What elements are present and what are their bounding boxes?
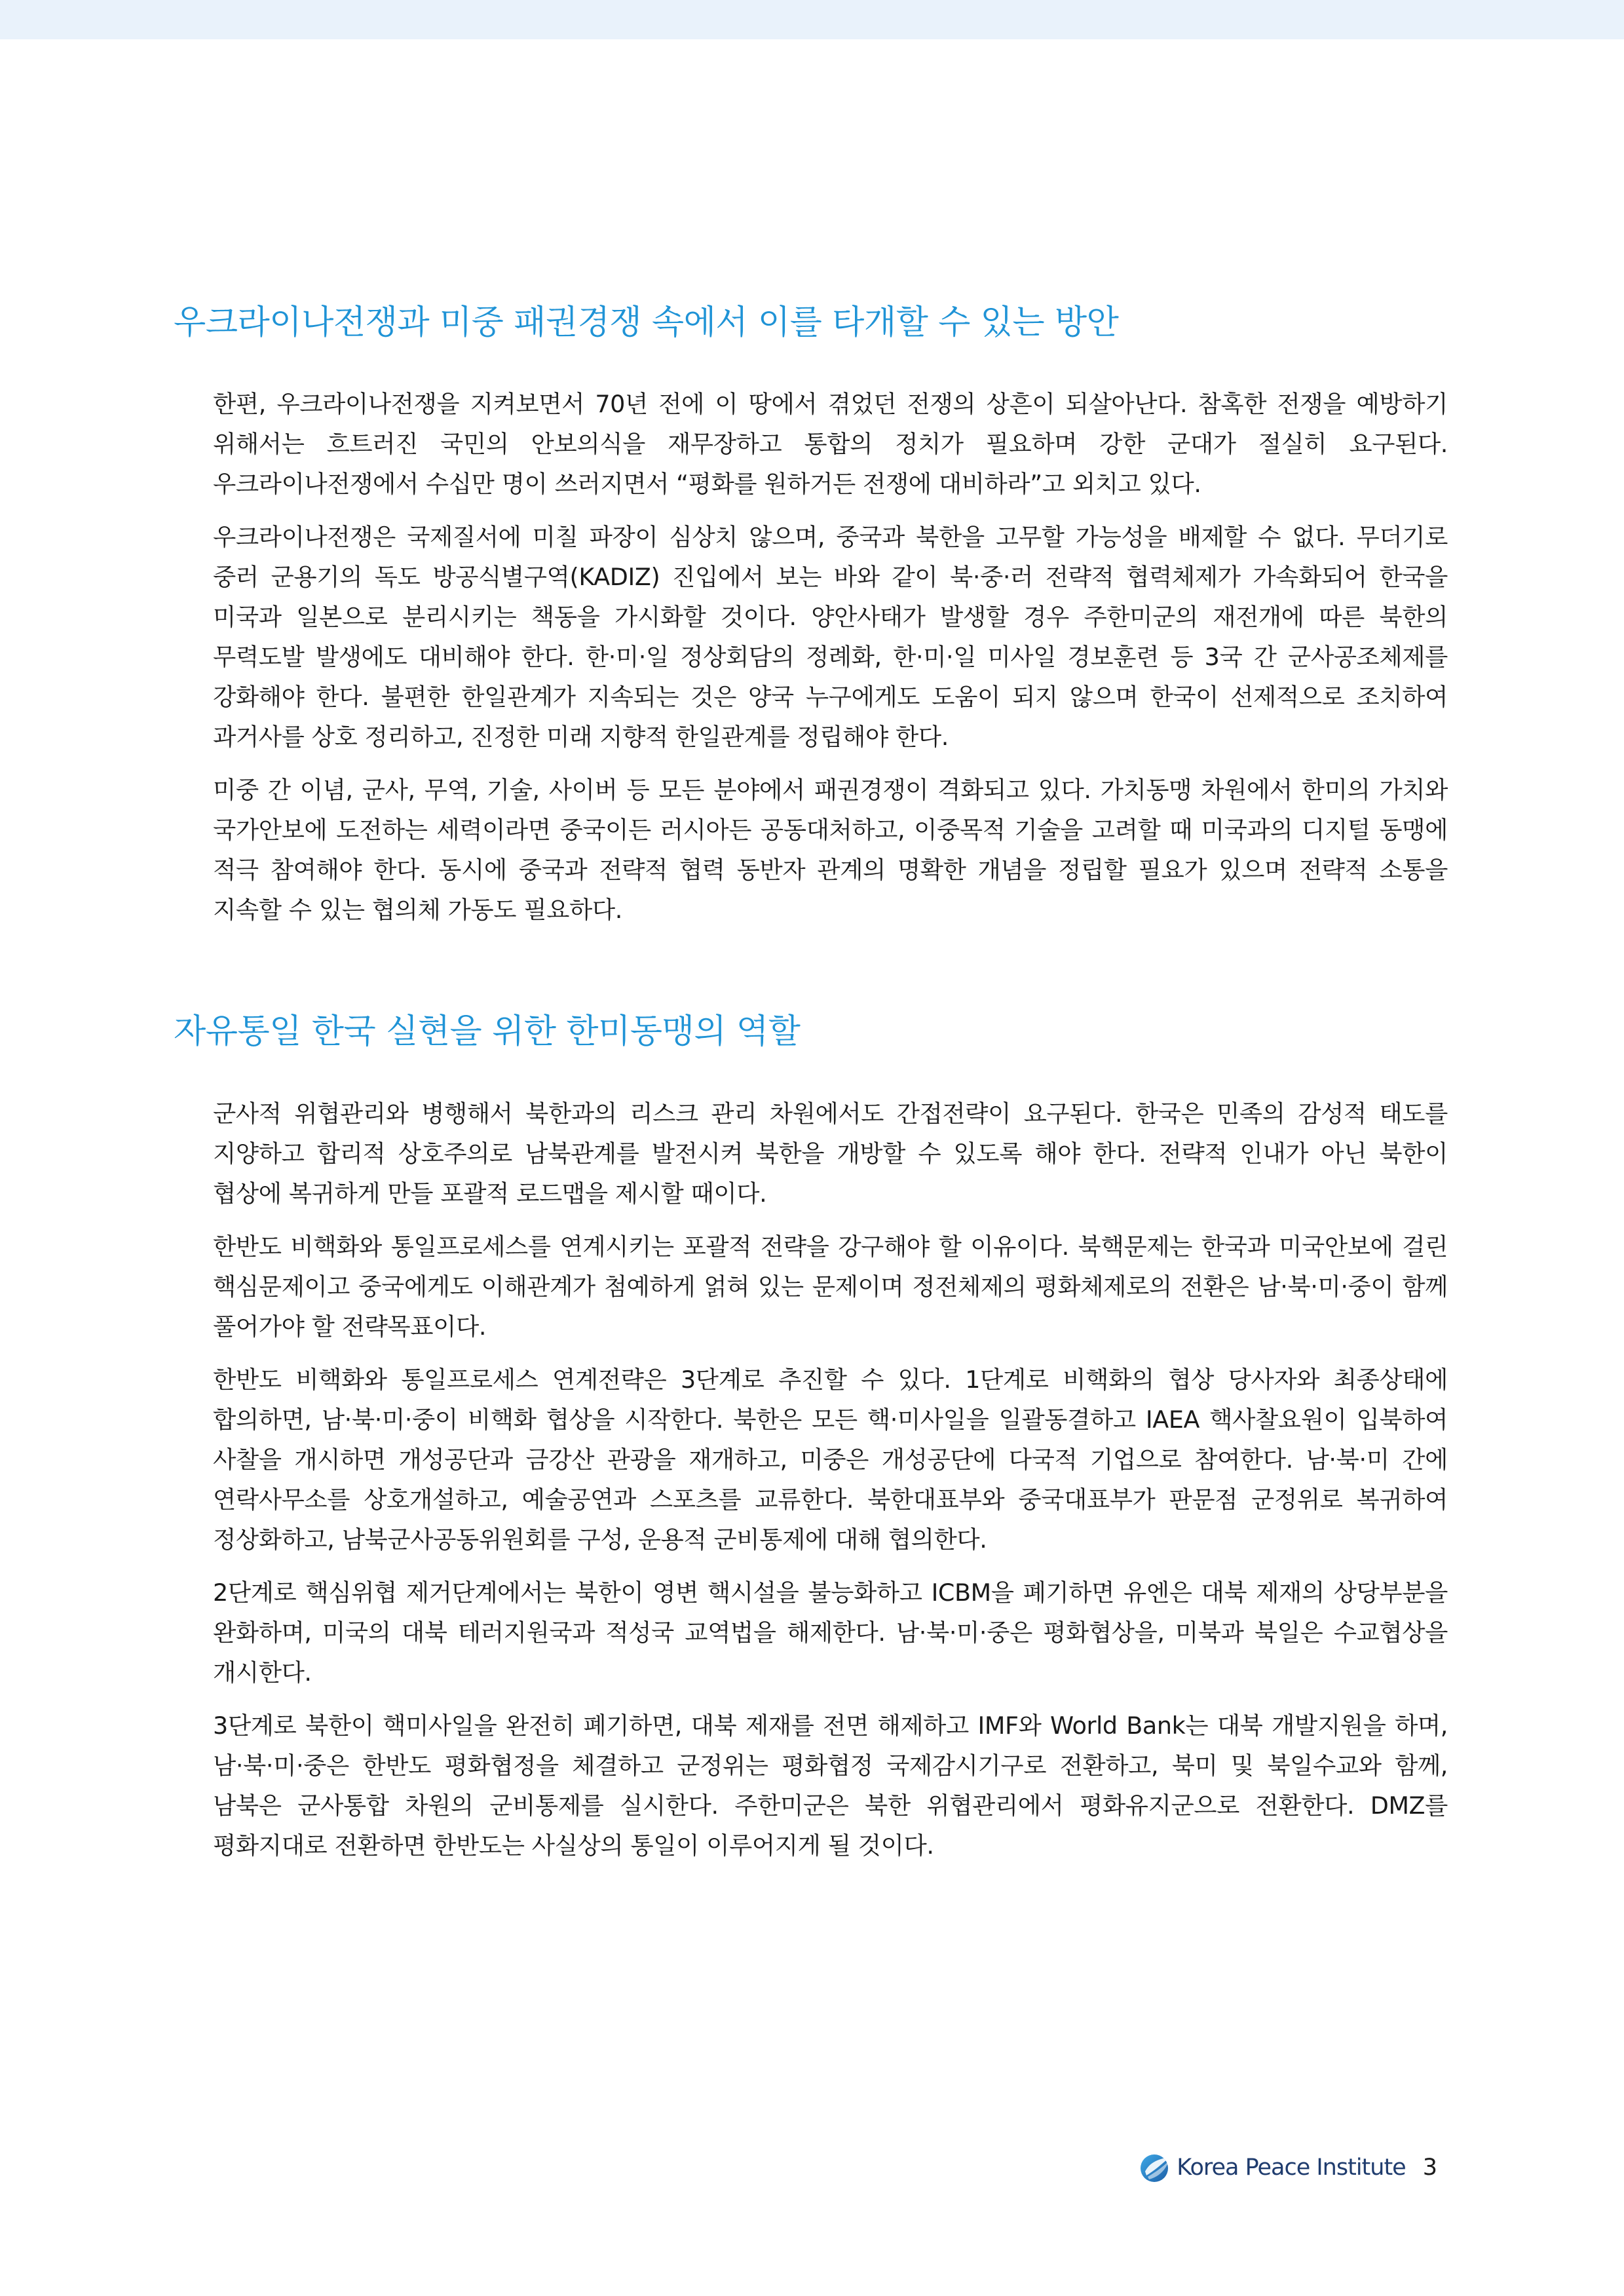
top-color-band [0, 0, 1624, 39]
paragraph: 한반도 비핵화와 통일프로세스 연계전략은 3단계로 추진할 수 있다. 1단계로 비핵화의 협상 당사자와 최종상태에 합의하면, 남·북·미·중이 비핵화 협상을 시작한다. 북한은 모든 핵·미사일을 일괄동결하고 IAEA 핵사찰요원이 입북하여 사찰을 개시하면 개성공단과 금강산 관광을 재개하고, 미중은 개성공단에 다국적 기업으로 참여한다. 남·북·미 간에 연락사무소를 상호개설하고, 예술공연과 스포츠를 교류한다. 북한대표부와 중국대표부가 판문점 군정위로 복귀하여 정상화하고, 남북군사공동위원회를 구성, 운용적 군비통제에 대해 협의한다. [213, 1365, 1448, 1554]
document-content [174, 301, 1448, 1879]
brand-name: Korea Peace Institute [1177, 2154, 1406, 2181]
paragraph: 한편, 우크라이나전쟁을 지켜보면서 70년 전에 이 땅에서 겪었던 전쟁의 상흔이 되살아난다. 참혹한 전쟁을 예방하기 위해서는 흐트러진 국민의 안보의식을 재무장하고 통합의 정치가 필요하며 강한 군대가 절실히 요구된다. 우크라이나전쟁에서 수십만 명이 쓰러지면서 “평화를 원하거든 전쟁에 대비하라”고 외치고 있다. [213, 390, 1448, 499]
section-body [174, 384, 1448, 930]
paragraph: 한반도 비핵화와 통일프로세스를 연계시키는 포괄적 전략을 강구해야 할 이유이다. 북핵문제는 한국과 미국안보에 걸린 핵심문제이고 중국에게도 이해관계가 첨예하게 얽혀 있는 문제이며 정전체제의 평화체제로의 전환은 남·북·미·중이 함께 풀어가야 할 전략목표이다. [213, 1232, 1448, 1341]
section-body [174, 1094, 1448, 1866]
page-footer [1139, 2151, 1437, 2184]
section-1 [174, 301, 1448, 930]
section-heading: 자유통일 한국 실현을 위한 한미동맹의 역할 [174, 1012, 801, 1052]
paragraph: 3단계로 북한이 핵미사일을 완전히 폐기하면, 대북 제재를 전면 해제하고 IMF와 World Bank는 대북 개발지원을 하며, 남·북·미·중은 한반도 평화협정을 체결하고 군정위는 평화협정 국제감시기구로 전환하고, 북미 및 북일수교와 함께, 남북은 군사통합 차원의 군비통제를 실시한다. 주한미군은 북한 위협관리에서 평화유지군으로 전환한다. DMZ를 평화지대로 전환하면 한반도는 사실상의 통일이 이루어지게 될 것이다. [213, 1711, 1448, 1860]
paragraph: 미중 간 이념, 군사, 무역, 기술, 사이버 등 모든 분야에서 패권경쟁이 격화되고 있다. 가치동맹 차원에서 한미의 가치와 국가안보에 도전하는 세력이라면 중국이든 러시아든 공동대처하고, 이중목적 기술을 고려할 때 미국과의 디지털 동맹에 적극 참여해야 한다. 동시에 중국과 전략적 협력 동반자 관계의 명확한 개념을 정립할 필요가 있으며 전략적 소통을 지속할 수 있는 협의체 가동도 필요하다. [213, 776, 1448, 925]
globe-logo-icon [1139, 2152, 1173, 2183]
section-2 [174, 1010, 1448, 1865]
section-heading: 우크라이나전쟁과 미중 패권경쟁 속에서 이를 타개할 수 있는 방안 [174, 303, 1119, 342]
paragraph: 군사적 위협관리와 병행해서 북한과의 리스크 관리 차원에서도 간접전략이 요구된다. 한국은 민족의 감성적 태도를 지양하고 합리적 상호주의로 남북관계를 발전시켜 북한을 개방할 수 있도록 해야 한다. 전략적 인내가 아닌 북한이 협상에 복귀하게 만들 포괄적 로드맵을 제시할 때이다. [213, 1099, 1448, 1208]
paragraph: 우크라이나전쟁은 국제질서에 미칠 파장이 심상치 않으며, 중국과 북한을 고무할 가능성을 배제할 수 없다. 무더기로 중러 군용기의 독도 방공식별구역(KADIZ) 진입에서 보는 바와 같이 북·중·러 전략적 협력체제가 가속화되어 한국을 미국과 일본으로 분리시키는 책동을 가시화할 것이다. 양안사태가 발생할 경우 주한미군의 재전개에 따른 북한의 무력도발 발생에도 대비해야 한다. 한·미·일 정상회담의 정례화, 한·미·일 미사일 경보훈련 등 3국 간 군사공조체제를 강화해야 한다. 불편한 한일관계가 지속되는 것은 양국 누구에게도 도움이 되지 않으며 한국이 선제적으로 조치하여 과거사를 상호 정리하고, 진정한 미래 지향적 한일관계를 정립해야 한다. [213, 523, 1448, 752]
paragraph: 2단계로 핵심위협 제거단계에서는 북한이 영변 핵시설을 불능화하고 ICBM을 폐기하면 유엔은 대북 제재의 상당부분을 완화하며, 미국의 대북 테러지원국과 적성국 교역법을 해제한다. 남·북·미·중은 평화협상을, 미북과 북일은 수교협상을 개시한다. [213, 1578, 1448, 1687]
page-number: 3 [1422, 2154, 1437, 2181]
